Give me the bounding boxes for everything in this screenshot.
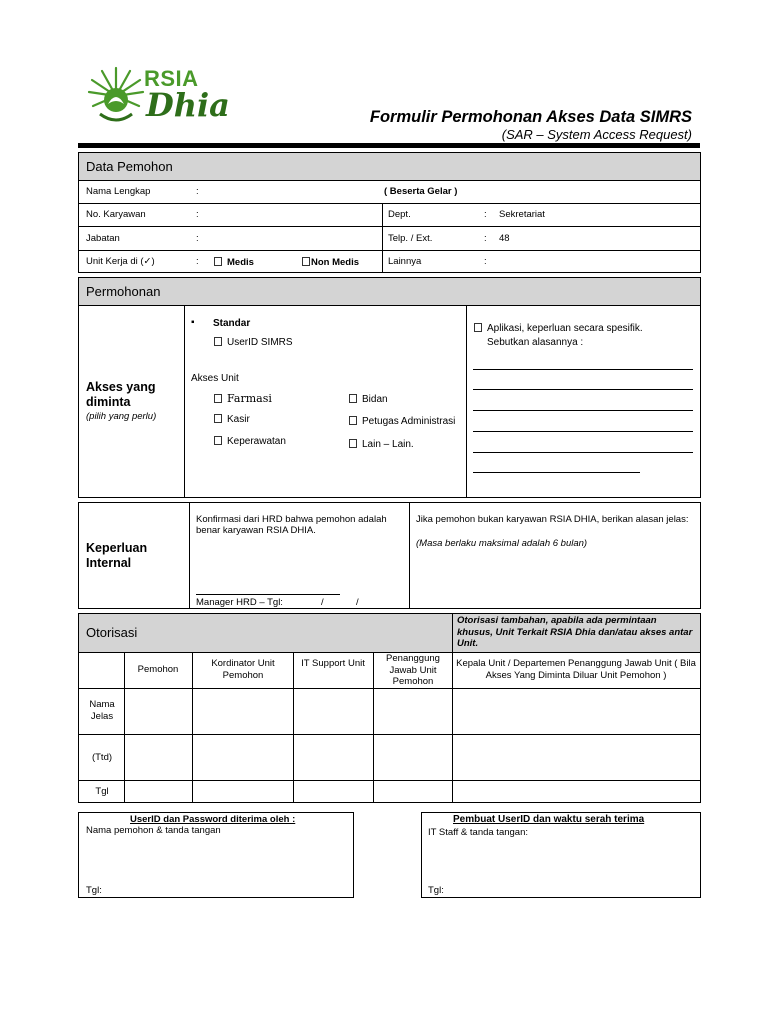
farmasi-option[interactable]: [214, 392, 272, 405]
sebutkan-label: Sebutkan alasannya :: [487, 337, 584, 348]
keperluan-label-2: Internal: [86, 556, 132, 570]
medis-checkbox[interactable]: [214, 257, 222, 266]
dept-label: Dept.: [388, 209, 411, 220]
kasir-label: Kasir: [227, 414, 250, 425]
hrd-text: Konfirmasi dari HRD bahwa pemohon adalah benar karyawan RSIA DHIA.: [196, 514, 387, 536]
lain-label: Lain – Lain.: [362, 439, 414, 450]
karyawan-label: No. Karyawan: [86, 209, 146, 220]
alasan-line-2[interactable]: [473, 389, 693, 390]
diterima-sub: Nama pemohon & tanda tangan: [86, 825, 221, 836]
akses-unit-label: Akses Unit: [191, 373, 239, 384]
alasan-line-6[interactable]: [473, 472, 640, 473]
petugas-option[interactable]: [349, 416, 455, 427]
kasir-option[interactable]: [214, 414, 250, 425]
akses-label-2: diminta: [86, 395, 131, 409]
keperawatan-option[interactable]: [214, 436, 286, 447]
jabatan-field[interactable]: [204, 229, 374, 247]
row-nama-jelas: Nama Jelas: [89, 699, 115, 722]
row-tgl: Tgl: [95, 786, 109, 797]
col-it-support: IT Support Unit: [301, 658, 365, 669]
keperluan-label-1: Keperluan: [86, 541, 148, 555]
aplikasi-checkbox[interactable]: [474, 323, 482, 332]
permohonan-section: [78, 277, 701, 498]
petugas-label: Petugas Administrasi: [362, 416, 456, 427]
diterima-tgl: Tgl:: [86, 885, 102, 896]
nonmedis-label: Non Medis: [311, 257, 360, 268]
dept-colon: :: [484, 209, 487, 220]
medis-option[interactable]: [214, 257, 254, 268]
bidan-label: Bidan: [362, 394, 388, 405]
jika-text: Jika pemohon bukan karyawan RSIA DHIA, berikan alasan jelas:: [416, 514, 689, 525]
masa-text: (Masa berlaku maksimal adalah 6 bulan): [416, 538, 588, 549]
sig-cell-kepala[interactable]: [453, 689, 700, 802]
date-slash-1: /: [321, 597, 324, 608]
bidan-checkbox[interactable]: [349, 394, 357, 403]
date-slash-2: /: [356, 597, 359, 608]
standar-bullet: ▪: [191, 317, 195, 328]
alasan-line-3[interactable]: [473, 410, 693, 411]
karyawan-field[interactable]: [204, 206, 374, 224]
lainnya-colon: :: [484, 256, 487, 267]
pembuat-tgl: Tgl:: [428, 885, 444, 896]
lain-option[interactable]: [349, 439, 414, 450]
permohonan-heading: Permohonan: [86, 284, 161, 299]
diterima-title: UserID dan Password diterima oleh :: [130, 814, 296, 825]
telp-value[interactable]: 48: [499, 233, 510, 244]
aplikasi-label: Aplikasi, keperluan secara spesifik.: [487, 323, 643, 334]
col-kordinator: Kordinator Unit Pemohon: [211, 658, 275, 681]
pembuat-title: Pembuat UserID dan waktu serah terima: [453, 814, 645, 825]
nama-label: Nama Lengkap: [86, 186, 151, 197]
data-pemohon-heading: Data Pemohon: [86, 159, 173, 174]
logo-dhia: Dhia: [146, 86, 230, 124]
row-ttd: (Ttd): [91, 752, 113, 763]
bidan-option[interactable]: [349, 394, 388, 405]
aplikasi-option[interactable]: [474, 323, 643, 334]
col-kepala-unit: Kepala Unit / Departemen Penanggung Jawab Unit ( Bila Akses Yang Diminta Diluar Unit Pemohon ): [456, 658, 696, 681]
page-title: Formulir Permohonan Akses Data SIMRS: [369, 108, 692, 126]
telp-label: Telp. / Ext.: [388, 233, 433, 244]
nonmedis-checkbox[interactable]: [302, 257, 310, 266]
sig-cell-kordinator[interactable]: [193, 689, 293, 802]
manager-hrd-label: Manager HRD – Tgl:: [196, 597, 283, 608]
unit-kerja-colon: :: [196, 256, 199, 267]
medis-label: Medis: [227, 257, 254, 268]
page-subtitle: (SAR – System Access Request): [501, 127, 692, 142]
karyawan-colon: :: [196, 209, 199, 220]
akses-label-1: Akses yang: [86, 380, 156, 394]
telp-colon: :: [484, 233, 487, 244]
jabatan-colon: :: [196, 233, 199, 244]
akses-hint: (pilih yang perlu): [86, 411, 157, 422]
farmasi-label: Farmasi: [227, 392, 272, 405]
userid-label: UserID SIMRS: [227, 337, 293, 348]
nama-field[interactable]: [204, 183, 374, 201]
petugas-checkbox[interactable]: [349, 416, 357, 425]
unit-kerja-label: Unit Kerja di (✓): [86, 256, 155, 267]
farmasi-checkbox[interactable]: [214, 394, 222, 403]
keperawatan-checkbox[interactable]: [214, 436, 222, 445]
jabatan-label: Jabatan: [86, 233, 120, 244]
otorisasi-heading: Otorisasi: [86, 625, 138, 640]
alasan-line-1[interactable]: [473, 369, 693, 370]
alasan-line-4[interactable]: [473, 431, 693, 432]
lainnya-label: Lainnya: [388, 256, 422, 267]
alasan-line-5[interactable]: [473, 452, 693, 453]
sig-cell-pemohon[interactable]: [125, 689, 192, 802]
logo-rsia: RSIA: [144, 66, 199, 91]
hrd-signature-line[interactable]: [196, 594, 340, 595]
dept-value[interactable]: Sekretariat: [499, 209, 545, 220]
nama-colon: :: [196, 186, 199, 197]
col-penanggung: Penanggung Jawab Unit Pemohon: [386, 653, 440, 687]
sig-cell-it[interactable]: [294, 689, 373, 802]
userid-option[interactable]: [214, 337, 293, 348]
pembuat-sub: IT Staff & tanda tangan:: [428, 827, 529, 838]
nonmedis-option[interactable]: [302, 257, 359, 268]
keperawatan-label: Keperawatan: [227, 436, 286, 447]
standar-label: Standar: [213, 318, 251, 329]
logo: [86, 62, 230, 128]
lain-checkbox[interactable]: [349, 439, 357, 448]
beserta-gelar-note: ( Beserta Gelar ): [384, 186, 458, 197]
sig-cell-penanggung[interactable]: [374, 689, 452, 802]
userid-checkbox[interactable]: [214, 337, 222, 346]
logo-sun-icon: [86, 64, 146, 126]
kasir-checkbox[interactable]: [214, 414, 222, 423]
title-rule: [78, 143, 700, 148]
col-pemohon: Pemohon: [137, 664, 179, 675]
otorisasi-note: Otorisasi tambahan, apabila ada permintaan khusus, Unit Terkait RSIA Dhia dan/atau akses antar Unit.: [457, 615, 693, 649]
